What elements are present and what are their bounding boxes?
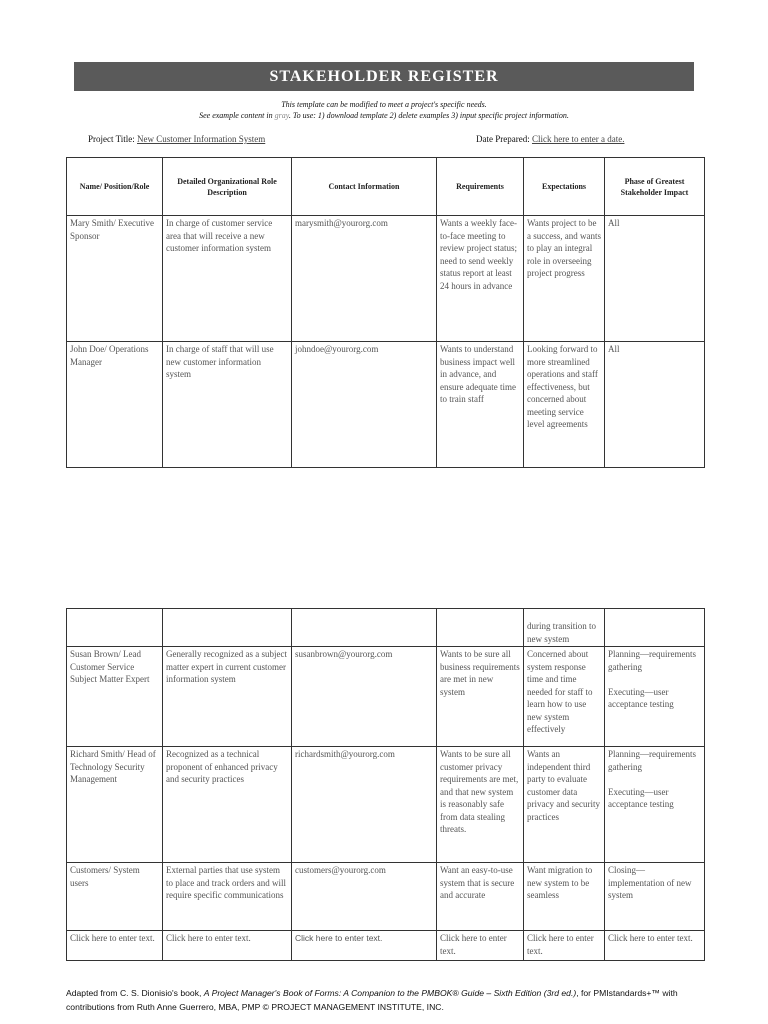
table-cell[interactable]: Richard Smith/ Head of Technology Security Management <box>67 747 163 863</box>
table-cell[interactable]: Click here to enter text. <box>67 931 163 961</box>
table-row <box>67 216 705 342</box>
table-cell[interactable]: In charge of customer service area that will receive a new customer information system <box>163 216 292 342</box>
table-cell[interactable]: customers@yourorg.com <box>292 863 437 931</box>
column-header: Name/ Position/Role <box>67 158 163 216</box>
table-cell[interactable] <box>292 609 437 647</box>
table-row <box>67 747 705 863</box>
table-cell[interactable]: Want migration to new system to be seamless <box>524 863 605 931</box>
footer-text: Adapted from C. S. Dionisio's book, <box>66 988 204 998</box>
table-cell[interactable]: Planning—requirements gathering Executing—user acceptance testing <box>605 747 705 863</box>
table-cell[interactable]: External parties that use system to place and track orders and will require specific communications <box>163 863 292 931</box>
table-cell[interactable]: richardsmith@yourorg.com <box>292 747 437 863</box>
project-title-row <box>88 133 265 145</box>
footer-attribution <box>66 986 706 1014</box>
table-row-continuation <box>67 609 705 647</box>
page-title: STAKEHOLDER REGISTER <box>74 62 694 91</box>
table-cell[interactable]: Recognized as a technical proponent of enhanced privacy and security practices <box>163 747 292 863</box>
table-cell[interactable]: Wants a weekly face-to-face meeting to review project status; need to send weekly status report at least 24 hours in advance <box>437 216 524 342</box>
date-prepared-field[interactable]: Click here to enter a date. <box>531 134 625 144</box>
stakeholder-table-top <box>66 157 705 468</box>
table-cell[interactable]: John Doe/ Operations Manager <box>67 342 163 468</box>
column-header: Contact Information <box>292 158 437 216</box>
table-cell[interactable]: Click here to enter text. <box>163 931 292 961</box>
table-cell[interactable]: Generally recognized as a subject matter expert in current customer information system <box>163 647 292 747</box>
gray-word: gray <box>274 111 289 120</box>
project-title-field[interactable]: New Customer Information System <box>137 134 266 144</box>
table-cell[interactable]: Looking forward to more streamlined operations and staff effectiveness, but concerned about meeting service level agreements <box>524 342 605 468</box>
table-cell[interactable]: Mary Smith/ Executive Sponsor <box>67 216 163 342</box>
table-cell[interactable] <box>163 609 292 647</box>
table-cell[interactable]: Susan Brown/ Lead Customer Service Subject Matter Expert <box>67 647 163 747</box>
table-cell[interactable]: marysmith@yourorg.com <box>292 216 437 342</box>
table-cell[interactable]: All <box>605 216 705 342</box>
table-cell[interactable]: susanbrown@yourorg.com <box>292 647 437 747</box>
table-cell[interactable]: Wants to be sure all customer privacy requirements are met, and that new system is reasonably safe from data stealing threats. <box>437 747 524 863</box>
table-cell[interactable]: during transition to new system <box>524 609 605 647</box>
table-cell[interactable]: Click here to enter text. <box>292 931 437 961</box>
table-cell[interactable]: In charge of staff that will use new customer information system <box>163 342 292 468</box>
table-cell[interactable]: Planning—requirements gathering Executing—user acceptance testing <box>605 647 705 747</box>
table-row <box>67 863 705 931</box>
instructions <box>74 99 694 121</box>
table-cell[interactable]: Want an easy-to-use system that is secure and accurate <box>437 863 524 931</box>
table-cell[interactable]: All <box>605 342 705 468</box>
table-cell[interactable]: johndoe@yourorg.com <box>292 342 437 468</box>
table-cell[interactable]: Customers/ System users <box>67 863 163 931</box>
column-header: Requirements <box>437 158 524 216</box>
table-cell[interactable]: Click here to enter text. <box>605 931 705 961</box>
table-cell[interactable]: Wants to understand business impact well in advance, and ensure adequate time to train staff <box>437 342 524 468</box>
footer-book-title: A Project Manager's Book of Forms: A Companion to the PMBOK® Guide – Sixth Edition (3rd ed.) <box>203 988 577 998</box>
table-row <box>67 342 705 468</box>
instructions-text-end: . To use: 1) download template 2) delete examples 3) input specific project information. <box>288 111 569 120</box>
table-cell[interactable]: Concerned about system response time and time needed for staff to learn how to use new system effectively <box>524 647 605 747</box>
column-header: Expectations <box>524 158 605 216</box>
table-cell[interactable]: Wants to be sure all business requirements are met in new system <box>437 647 524 747</box>
table-cell[interactable]: Wants project to be a success, and wants to play an integral role in overseeing project progress <box>524 216 605 342</box>
column-header: Phase of Greatest Stakeholder Impact <box>605 158 705 216</box>
table-cell[interactable]: Closing—implementation of new system <box>605 863 705 931</box>
instructions-text: See example content in <box>199 111 275 120</box>
project-title-label: Project Title: <box>88 134 138 144</box>
footer-text-end: , for PMIstandards+™ with contributions from Ruth Anne Guerrero, MBA, PMP © PROJECT MANAGEMENT INSTITUTE, INC. <box>66 988 678 1012</box>
table-cell[interactable] <box>437 609 524 647</box>
date-prepared-label: Date Prepared: <box>476 134 532 144</box>
table-cell[interactable]: Click here to enter text. <box>524 931 605 961</box>
column-header: Detailed Organizational Role Description <box>163 158 292 216</box>
table-cell[interactable]: Click here to enter text. <box>437 931 524 961</box>
table-row <box>67 647 705 747</box>
instructions-line-2 <box>74 110 694 121</box>
instructions-line-1: This template can be modified to meet a project's specific needs. <box>281 100 487 109</box>
table-cell[interactable] <box>605 609 705 647</box>
table-cell[interactable] <box>67 609 163 647</box>
table-cell[interactable]: Wants an independent third party to evaluate customer data privacy and security practices <box>524 747 605 863</box>
stakeholder-table-bottom <box>66 608 705 961</box>
table-row <box>67 931 705 961</box>
date-prepared-row <box>476 133 624 145</box>
